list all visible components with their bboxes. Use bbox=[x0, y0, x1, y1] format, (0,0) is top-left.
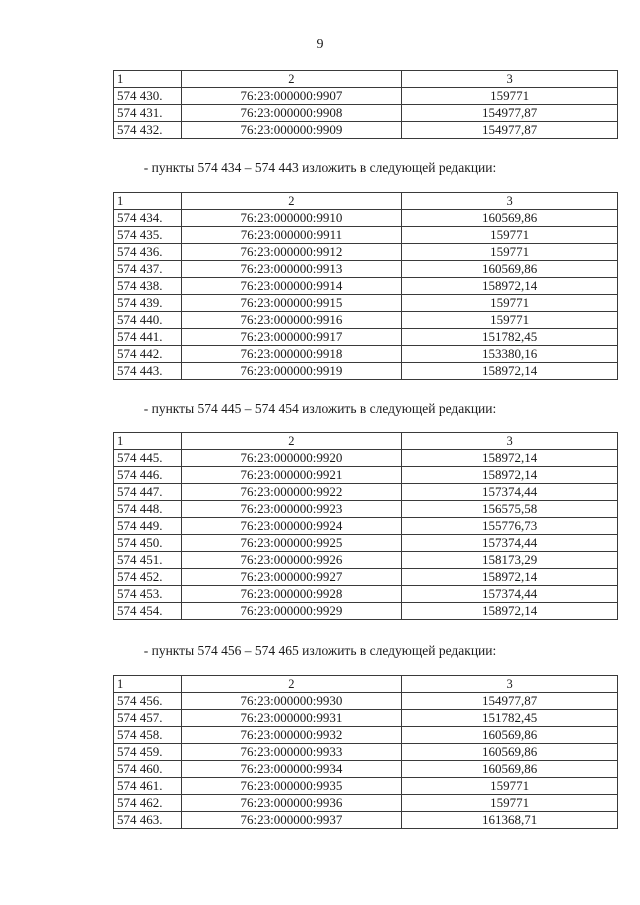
cadastral-number-cell: 76:23:000000:9922 bbox=[181, 484, 402, 501]
cadastral-table-1 bbox=[113, 70, 618, 139]
cadastral-number-cell: 76:23:000000:9934 bbox=[181, 761, 402, 778]
column-header: 2 bbox=[181, 676, 402, 693]
item-number-cell: 574 453. bbox=[114, 586, 182, 603]
value-cell: 157374,44 bbox=[402, 484, 618, 501]
item-number-cell: 574 463. bbox=[114, 812, 182, 829]
cadastral-number-cell: 76:23:000000:9912 bbox=[181, 244, 402, 261]
cadastral-number-cell: 76:23:000000:9913 bbox=[181, 261, 402, 278]
value-cell: 158972,14 bbox=[402, 278, 618, 295]
item-number-cell: 574 454. bbox=[114, 603, 182, 620]
cadastral-number-cell: 76:23:000000:9930 bbox=[181, 693, 402, 710]
column-header: 2 bbox=[181, 433, 402, 450]
table-row bbox=[114, 744, 618, 761]
value-cell: 158972,14 bbox=[402, 450, 618, 467]
cadastral-number-cell: 76:23:000000:9911 bbox=[181, 227, 402, 244]
item-number-cell: 574 449. bbox=[114, 518, 182, 535]
item-number-cell: 574 459. bbox=[114, 744, 182, 761]
table-row bbox=[114, 122, 618, 139]
item-number-cell: 574 460. bbox=[114, 761, 182, 778]
value-cell: 155776,73 bbox=[402, 518, 618, 535]
value-cell: 157374,44 bbox=[402, 535, 618, 552]
item-number-cell: 574 441. bbox=[114, 329, 182, 346]
cadastral-number-cell: 76:23:000000:9908 bbox=[181, 105, 402, 122]
column-header: 2 bbox=[181, 71, 402, 88]
value-cell: 154977,87 bbox=[402, 693, 618, 710]
column-header: 3 bbox=[402, 676, 618, 693]
column-header: 1 bbox=[114, 433, 182, 450]
cadastral-number-cell: 76:23:000000:9923 bbox=[181, 501, 402, 518]
cadastral-number-cell: 76:23:000000:9915 bbox=[181, 295, 402, 312]
cadastral-number-cell: 76:23:000000:9907 bbox=[181, 88, 402, 105]
table-row bbox=[114, 710, 618, 727]
value-cell: 159771 bbox=[402, 88, 618, 105]
table-header-row bbox=[114, 433, 618, 450]
value-cell: 159771 bbox=[402, 244, 618, 261]
value-cell: 158972,14 bbox=[402, 363, 618, 380]
table-row bbox=[114, 244, 618, 261]
table-row bbox=[114, 586, 618, 603]
cadastral-number-cell: 76:23:000000:9929 bbox=[181, 603, 402, 620]
page-number: 9 bbox=[316, 37, 324, 52]
table-row bbox=[114, 329, 618, 346]
item-number-cell: 574 437. bbox=[114, 261, 182, 278]
value-cell: 153380,16 bbox=[402, 346, 618, 363]
cadastral-number-cell: 76:23:000000:9926 bbox=[181, 552, 402, 569]
item-number-cell: 574 462. bbox=[114, 795, 182, 812]
cadastral-number-cell: 76:23:000000:9909 bbox=[181, 122, 402, 139]
cadastral-number-cell: 76:23:000000:9916 bbox=[181, 312, 402, 329]
item-number-cell: 574 440. bbox=[114, 312, 182, 329]
cadastral-number-cell: 76:23:000000:9920 bbox=[181, 450, 402, 467]
cadastral-number-cell: 76:23:000000:9914 bbox=[181, 278, 402, 295]
table-header-row bbox=[114, 193, 618, 210]
item-number-cell: 574 432. bbox=[114, 122, 182, 139]
item-number-cell: 574 448. bbox=[114, 501, 182, 518]
value-cell: 154977,87 bbox=[402, 105, 618, 122]
table-row bbox=[114, 450, 618, 467]
item-number-cell: 574 447. bbox=[114, 484, 182, 501]
table-row bbox=[114, 312, 618, 329]
value-cell: 160569,86 bbox=[402, 727, 618, 744]
value-cell: 154977,87 bbox=[402, 122, 618, 139]
value-cell: 159771 bbox=[402, 312, 618, 329]
value-cell: 160569,86 bbox=[402, 744, 618, 761]
item-number-cell: 574 461. bbox=[114, 778, 182, 795]
item-number-cell: 574 430. bbox=[114, 88, 182, 105]
table-row bbox=[114, 88, 618, 105]
item-number-cell: 574 439. bbox=[114, 295, 182, 312]
value-cell: 151782,45 bbox=[402, 329, 618, 346]
item-number-cell: 574 458. bbox=[114, 727, 182, 744]
value-cell: 158972,14 bbox=[402, 603, 618, 620]
item-number-cell: 574 457. bbox=[114, 710, 182, 727]
cadastral-number-cell: 76:23:000000:9932 bbox=[181, 727, 402, 744]
column-header: 3 bbox=[402, 193, 618, 210]
amendment-paragraph-3: - пункты 574 456 – 574 465 изложить в следующей редакции: bbox=[143, 643, 497, 658]
item-number-cell: 574 435. bbox=[114, 227, 182, 244]
table-header-row bbox=[114, 71, 618, 88]
table-header-row bbox=[114, 676, 618, 693]
item-number-cell: 574 438. bbox=[114, 278, 182, 295]
table-row bbox=[114, 693, 618, 710]
cadastral-table-2 bbox=[113, 192, 618, 380]
table-row bbox=[114, 295, 618, 312]
table-row bbox=[114, 727, 618, 744]
cadastral-number-cell: 76:23:000000:9935 bbox=[181, 778, 402, 795]
table-row bbox=[114, 467, 618, 484]
item-number-cell: 574 446. bbox=[114, 467, 182, 484]
table-row bbox=[114, 261, 618, 278]
table-row bbox=[114, 227, 618, 244]
item-number-cell: 574 451. bbox=[114, 552, 182, 569]
item-number-cell: 574 450. bbox=[114, 535, 182, 552]
item-number-cell: 574 443. bbox=[114, 363, 182, 380]
table-row bbox=[114, 778, 618, 795]
cadastral-number-cell: 76:23:000000:9921 bbox=[181, 467, 402, 484]
amendment-paragraph-2: - пункты 574 445 – 574 454 изложить в следующей редакции: bbox=[143, 401, 497, 416]
item-number-cell: 574 442. bbox=[114, 346, 182, 363]
table-row bbox=[114, 603, 618, 620]
cadastral-number-cell: 76:23:000000:9927 bbox=[181, 569, 402, 586]
table-row bbox=[114, 210, 618, 227]
value-cell: 159771 bbox=[402, 227, 618, 244]
cadastral-table-3 bbox=[113, 432, 618, 620]
value-cell: 159771 bbox=[402, 795, 618, 812]
item-number-cell: 574 445. bbox=[114, 450, 182, 467]
value-cell: 158173,29 bbox=[402, 552, 618, 569]
table-row bbox=[114, 552, 618, 569]
value-cell: 161368,71 bbox=[402, 812, 618, 829]
cadastral-number-cell: 76:23:000000:9931 bbox=[181, 710, 402, 727]
cadastral-number-cell: 76:23:000000:9936 bbox=[181, 795, 402, 812]
table-row bbox=[114, 278, 618, 295]
table-row bbox=[114, 484, 618, 501]
table-row bbox=[114, 761, 618, 778]
cadastral-number-cell: 76:23:000000:9937 bbox=[181, 812, 402, 829]
column-header: 1 bbox=[114, 676, 182, 693]
cadastral-number-cell: 76:23:000000:9918 bbox=[181, 346, 402, 363]
table-row bbox=[114, 812, 618, 829]
table-row bbox=[114, 105, 618, 122]
item-number-cell: 574 434. bbox=[114, 210, 182, 227]
column-header: 3 bbox=[402, 433, 618, 450]
cadastral-number-cell: 76:23:000000:9928 bbox=[181, 586, 402, 603]
value-cell: 158972,14 bbox=[402, 569, 618, 586]
value-cell: 160569,86 bbox=[402, 761, 618, 778]
cadastral-number-cell: 76:23:000000:9933 bbox=[181, 744, 402, 761]
value-cell: 160569,86 bbox=[402, 261, 618, 278]
cadastral-number-cell: 76:23:000000:9917 bbox=[181, 329, 402, 346]
table-row bbox=[114, 569, 618, 586]
table-row bbox=[114, 363, 618, 380]
value-cell: 157374,44 bbox=[402, 586, 618, 603]
value-cell: 151782,45 bbox=[402, 710, 618, 727]
column-header: 3 bbox=[402, 71, 618, 88]
cadastral-number-cell: 76:23:000000:9919 bbox=[181, 363, 402, 380]
column-header: 2 bbox=[181, 193, 402, 210]
item-number-cell: 574 436. bbox=[114, 244, 182, 261]
cadastral-number-cell: 76:23:000000:9924 bbox=[181, 518, 402, 535]
cadastral-number-cell: 76:23:000000:9910 bbox=[181, 210, 402, 227]
value-cell: 159771 bbox=[402, 295, 618, 312]
table-row bbox=[114, 518, 618, 535]
table-row bbox=[114, 535, 618, 552]
item-number-cell: 574 431. bbox=[114, 105, 182, 122]
item-number-cell: 574 452. bbox=[114, 569, 182, 586]
table-row bbox=[114, 795, 618, 812]
value-cell: 160569,86 bbox=[402, 210, 618, 227]
amendment-paragraph-1: - пункты 574 434 – 574 443 изложить в следующей редакции: bbox=[143, 160, 497, 175]
item-number-cell: 574 456. bbox=[114, 693, 182, 710]
table-row bbox=[114, 346, 618, 363]
value-cell: 159771 bbox=[402, 778, 618, 795]
value-cell: 156575,58 bbox=[402, 501, 618, 518]
table-row bbox=[114, 501, 618, 518]
column-header: 1 bbox=[114, 193, 182, 210]
cadastral-table-4 bbox=[113, 675, 618, 829]
cadastral-number-cell: 76:23:000000:9925 bbox=[181, 535, 402, 552]
column-header: 1 bbox=[114, 71, 182, 88]
value-cell: 158972,14 bbox=[402, 467, 618, 484]
